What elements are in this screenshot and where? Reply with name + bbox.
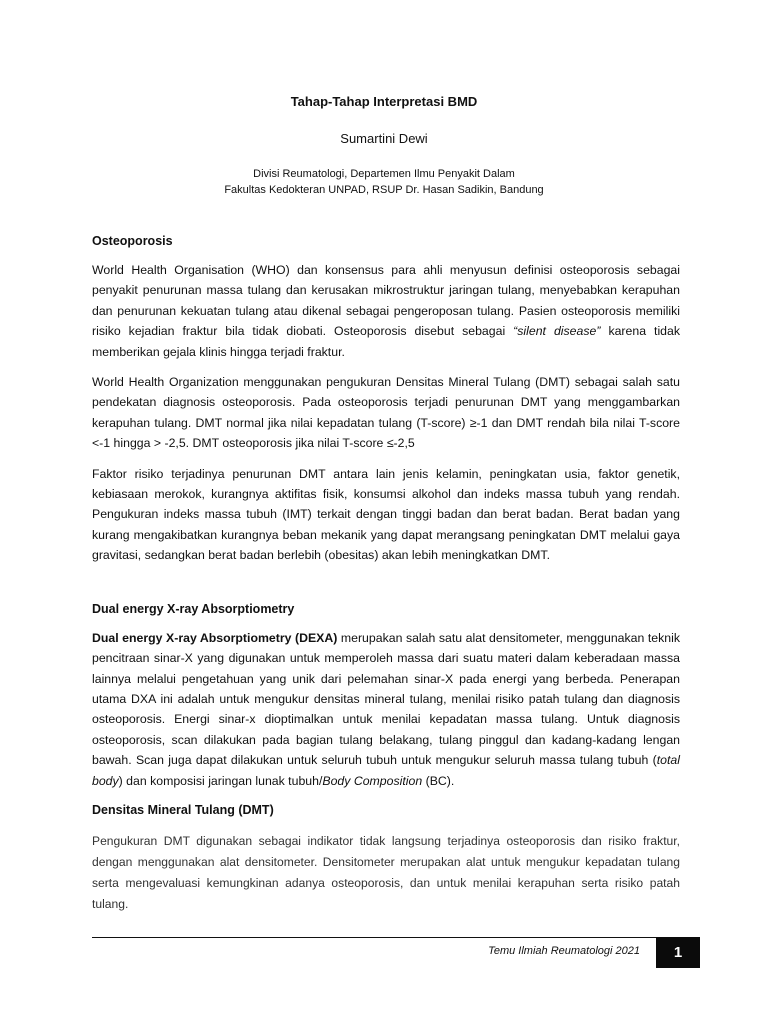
section-heading-osteoporosis: Osteoporosis xyxy=(92,234,173,248)
affiliation xyxy=(0,166,768,198)
dexa-term: Dual energy X-ray Absorptiometry (DEXA) xyxy=(92,630,338,645)
document-title: Tahap-Tahap Interpretasi BMD xyxy=(290,94,478,109)
osteoporosis-paragraph-1: World Health Organisation (WHO) dan konsensus para ahli menyusun definisi osteoporosis sebagai penyakit penurunan massa tulang dan kerusakan mikrostruktur jaringan tulang, menyebabkan kerapuhan dan penurunan kekuatan tulang atau dikenal sebagai pengeroposan tulang. Pasien osteoporosis memiliki risiko kejadian fraktur bila tidak diobati. Osteoporosis disebut sebagai “silent disease” karena tidak memberikan gejala klinis hingga terjadi fraktur. xyxy=(92,263,680,359)
osteoporosis-paragraph-2: World Health Organization menggunakan pengukuran Densitas Mineral Tulang (DMT) sebagai salah satu pendekatan diagnosis osteoporosis. Pada osteoporosis terjadi penurunan DMT yang menggambarkan kerapuhan tulang. DMT normal jika nilai kepadatan tulang (T-score) ≥-1 dan DMT rendah bila nilai T-score <-1 hingga > -2,5. DMT osteoporosis jika nilai T-score ≤-2,5 xyxy=(92,375,680,451)
osteoporosis-paragraph-3: Faktor risiko terjadinya penurunan DMT antara lain jenis kelamin, peningkatan usia, faktor genetik, kebiasaan merokok, kurangnya aktifitas fisik, konsumsi alkohol dan indeks massa tubuh yang rendah. Pengukuran indeks massa tubuh (IMT) terkait dengan tinggi badan dan berat badan. Berat badan yang kurang mengakibatkan kurangnya beban mekanik yang dapat merangsang peningkatan DMT melalui gaya gravitasi, sedangkan berat badan berlebih (obesitas) akan lebih meningkatkan DMT. xyxy=(92,466,680,563)
document-body xyxy=(92,232,680,925)
author-name: Sumartini Dewi xyxy=(340,131,428,146)
affiliation-line-2: Fakultas Kedokteran UNPAD, RSUP Dr. Hasan Sadikin, Bandung xyxy=(224,184,544,196)
footer-divider xyxy=(92,937,700,938)
dexa-paragraph-1: Dual energy X-ray Absorptiometry (DEXA) merupakan salah satu alat densitometer, menggunakan teknik pencitraan sinar-X yang digunakan untuk memperoleh massa dari suatu materi dalam keberadaan massa lainnya melalui pengetahuan yang unik dari pelemahan sinar-X pada energi yang berbeda. Penerapan utama DXA ini adalah untuk mengukur densitas mineral tulang, menilai risiko patah tulang dan diagnosis osteoporosis. Energi sinar-x dioptimalkan untuk menilai kepadatan massa tulang. Untuk diagnosis osteoporosis, scan dilakukan pada bagian tulang belakang, tulang pinggul dan kadang-kadang lengan bawah. Scan juga dapat dilakukan untuk seluruh tubuh untuk mengukur seluruh massa tulang tubuh (total body) dan komposisi jaringan lunak tubuh/Body Composition (BC). xyxy=(92,630,680,788)
dmt-paragraph-1: Pengukuran DMT digunakan sebagai indikator tidak langsung terjadinya osteoporosis dan risiko fraktur, dengan menggunakan alat densitometer. Densitometer merupakan alat untuk mengukur kepadatan tulang serta mengevaluasi kemungkinan adanya osteoporosis, dan untuk menilai kerapuhan serta risiko patah tulang. xyxy=(92,833,680,911)
affiliation-line-1: Divisi Reumatologi, Departemen Ilmu Penyakit Dalam xyxy=(253,168,515,180)
silent-disease-term: “silent disease” xyxy=(513,324,601,339)
page-number: 1 xyxy=(656,937,700,968)
section-heading-dexa: Dual energy X-ray Absorptiometry xyxy=(92,601,295,616)
footer-text: Temu Ilmiah Reumatologi 2021 xyxy=(488,945,640,957)
section-heading-dmt: Densitas Mineral Tulang (DMT) xyxy=(92,802,274,817)
